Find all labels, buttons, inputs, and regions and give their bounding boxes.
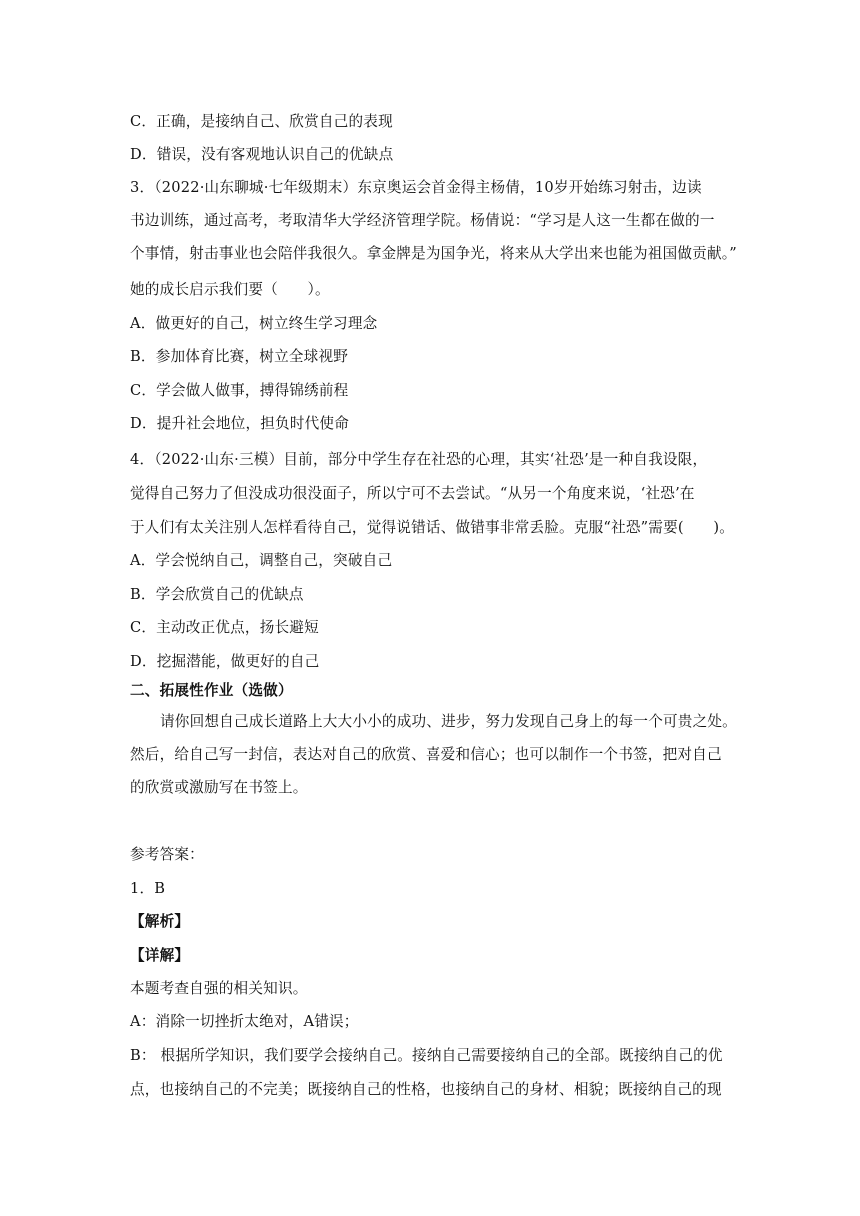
question-3-line-4: 她的成长启示我们要（ ）。 <box>130 281 330 298</box>
analysis-label: 【解析】 <box>130 913 190 930</box>
question-4-line-3: 于人们有太关注别人怎样看待自己，觉得说错话、做错事非常丢脸。克服“社恐”需要( )。 <box>130 519 735 536</box>
option-d-q4: D．挖掘潜能，做更好的自己 <box>130 653 320 670</box>
explanation-b-line-2: 点，也接纳自己的不完美；既接纳自己的性格，也接纳自己的身材、相貌；既接纳自己的现 <box>130 1081 722 1098</box>
explanation-b-line-1: B： 根据所学知识，我们要学会接纳自己。接纳自己需要接纳自己的全部。既接纳自己的优 <box>130 1047 723 1064</box>
option-c-q3: C．学会做人做事，搏得锦绣前程 <box>130 382 349 399</box>
detail-label: 【详解】 <box>130 947 190 964</box>
option-c-q4: C．主动改正优点，扬长避短 <box>130 619 319 636</box>
option-b-q4: B．学会欣赏自己的优缺点 <box>130 586 304 603</box>
option-a-q3: A．做更好的自己，树立终生学习理念 <box>130 315 378 332</box>
option-d-q3: D．提升社会地位，担负时代使命 <box>130 415 350 432</box>
option-c-q2: C．正确，是接纳自己、欣赏自己的表现 <box>130 113 393 130</box>
extension-paragraph-line-3: 的欣赏或激励写在书签上。 <box>130 779 308 796</box>
option-b-q3: B．参加体育比赛，树立全球视野 <box>130 348 349 365</box>
answer-key-heading: 参考答案： <box>130 846 204 863</box>
option-a-q4: A．学会悦纳自己，调整自己，突破自己 <box>130 552 393 569</box>
explanation-intro: 本题考查自强的相关知识。 <box>130 980 308 997</box>
section-heading-extension: 二、拓展性作业（选做） <box>130 682 293 699</box>
question-4-line-1: 4．（2022·山东·三模）目前，部分中学生存在社恐的心理，其实‘社恐’是一种自我设限， <box>130 451 708 468</box>
question-4-line-2: 觉得自己努力了但没成功很没面子，所以宁可不去尝试。“从另一个角度来说，‘社恐’在 <box>130 485 695 502</box>
explanation-a: A：消除一切挫折太绝对，A错误； <box>130 1013 359 1030</box>
option-d-q2: D．错误，没有客观地认识自己的优缺点 <box>130 146 394 163</box>
extension-paragraph-line-1: 请你回想自己成长道路上大大小小的成功、进步，努力发现自己身上的每一个可贵之处。 <box>160 713 737 730</box>
answer-1: 1．B <box>130 880 166 897</box>
question-3-line-3: 个事情，射击事业也会陪伴我很久。拿金牌是为国争光，将来从大学出来也能为祖国做贡献。” <box>130 245 737 262</box>
extension-paragraph-line-2: 然后，给自己写一封信，表达对自己的欣赏、喜爱和信心；也可以制作一个书签，把对自己 <box>130 746 722 763</box>
question-3-line-2: 书边训练，通过高考，考取清华大学经济管理学院。杨倩说：“学习是人这一生都在做的一 <box>130 212 715 229</box>
question-3-line-1: 3．（2022·山东聊城·七年级期末）东京奥运会首金得主杨倩，10岁开始练习射击，边读 <box>130 179 702 196</box>
